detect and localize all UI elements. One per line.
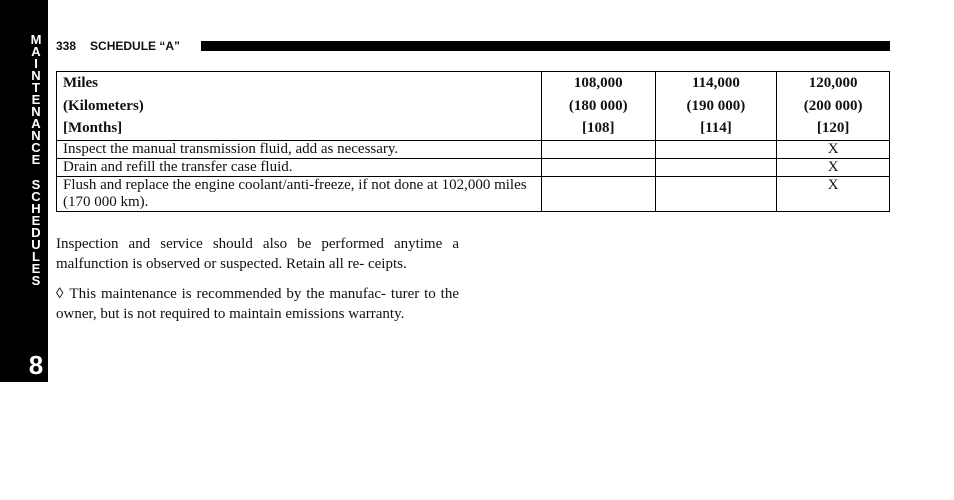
interval-miles: 114,000 bbox=[691, 75, 740, 91]
service-mark-cell bbox=[541, 140, 655, 158]
side-tab-letter: E bbox=[31, 152, 41, 168]
side-tab-letter: N bbox=[31, 68, 41, 84]
interval-miles: 120,000 bbox=[808, 75, 858, 91]
interval-km: (180 000) bbox=[568, 97, 628, 114]
side-tab-letter: C bbox=[31, 140, 41, 156]
side-tab-letter: I bbox=[34, 56, 38, 72]
side-tab-letter: N bbox=[31, 104, 41, 120]
service-mark-cell bbox=[655, 176, 777, 211]
header-label-kilometers: (Kilometers) bbox=[63, 97, 144, 114]
side-tab-vertical-text bbox=[24, 34, 48, 287]
side-tab-letter: S bbox=[31, 176, 41, 192]
interval-months: [120] bbox=[816, 120, 850, 136]
header-label-cell bbox=[57, 72, 542, 141]
side-tab-letter: H bbox=[31, 200, 41, 216]
table-row bbox=[57, 176, 890, 211]
service-mark-cell: X bbox=[777, 140, 890, 158]
side-tab-letter: D bbox=[31, 224, 41, 240]
side-tab-letter: S bbox=[31, 272, 41, 288]
side-tab-letter: A bbox=[31, 44, 41, 60]
chapter-number: 8 bbox=[28, 350, 44, 380]
interval-km: (200 000) bbox=[803, 97, 863, 114]
service-description: Flush and replace the engine coolant/anti-freeze, if not done at 102,000 miles (170 000 km). bbox=[57, 176, 542, 211]
interval-column-header bbox=[541, 72, 655, 141]
side-tab-letter: L bbox=[32, 248, 40, 264]
diamond-symbol: ◊ bbox=[56, 286, 64, 302]
interval-column-header bbox=[777, 72, 890, 141]
service-mark-cell bbox=[541, 158, 655, 176]
service-mark-cell bbox=[541, 176, 655, 211]
side-tab-letter: T bbox=[32, 80, 40, 96]
inspection-note: Inspection and service should also be performed anytime a malfunction is observed or suspected. Retain all re- ceipts. bbox=[56, 236, 459, 272]
page-number: 338 bbox=[56, 39, 77, 53]
service-description: Drain and refill the transfer case fluid. bbox=[57, 158, 542, 176]
interval-months: [114] bbox=[700, 120, 732, 136]
emissions-note bbox=[56, 284, 459, 324]
side-tab-letter: C bbox=[31, 188, 41, 204]
interval-months: [108] bbox=[581, 120, 615, 136]
table-row bbox=[57, 140, 890, 158]
table-row bbox=[57, 158, 890, 176]
service-mark-cell bbox=[655, 140, 777, 158]
interval-column-header bbox=[655, 72, 777, 141]
side-tab-letter: M bbox=[30, 32, 42, 47]
interval-miles: 108,000 bbox=[573, 75, 623, 91]
table-header-row bbox=[57, 72, 890, 141]
header-rule bbox=[201, 41, 890, 51]
side-tab-letter: E bbox=[31, 260, 41, 276]
page-header bbox=[56, 38, 180, 54]
side-tab-letter: E bbox=[31, 212, 41, 228]
service-mark-cell bbox=[655, 158, 777, 176]
side-tab-letter: U bbox=[31, 236, 41, 252]
side-tab-letter: E bbox=[31, 92, 41, 108]
header-label-months: [Months] bbox=[63, 120, 123, 136]
side-tab-letter: N bbox=[31, 128, 41, 144]
emissions-note-text: This maintenance is recommended by the manufac- turer to the owner, but is not required to maintain emissions warranty. bbox=[56, 286, 459, 322]
service-mark-cell: X bbox=[777, 158, 890, 176]
side-tab-letter: A bbox=[31, 116, 41, 132]
schedule-notes bbox=[56, 234, 459, 334]
service-description: Inspect the manual transmission fluid, add as necessary. bbox=[57, 140, 542, 158]
service-mark-cell: X bbox=[777, 176, 890, 211]
interval-km: (190 000) bbox=[686, 97, 746, 114]
maintenance-schedule-table bbox=[56, 71, 890, 212]
header-label-miles: Miles bbox=[63, 75, 98, 91]
page-title: SCHEDULE “A” bbox=[90, 39, 181, 53]
